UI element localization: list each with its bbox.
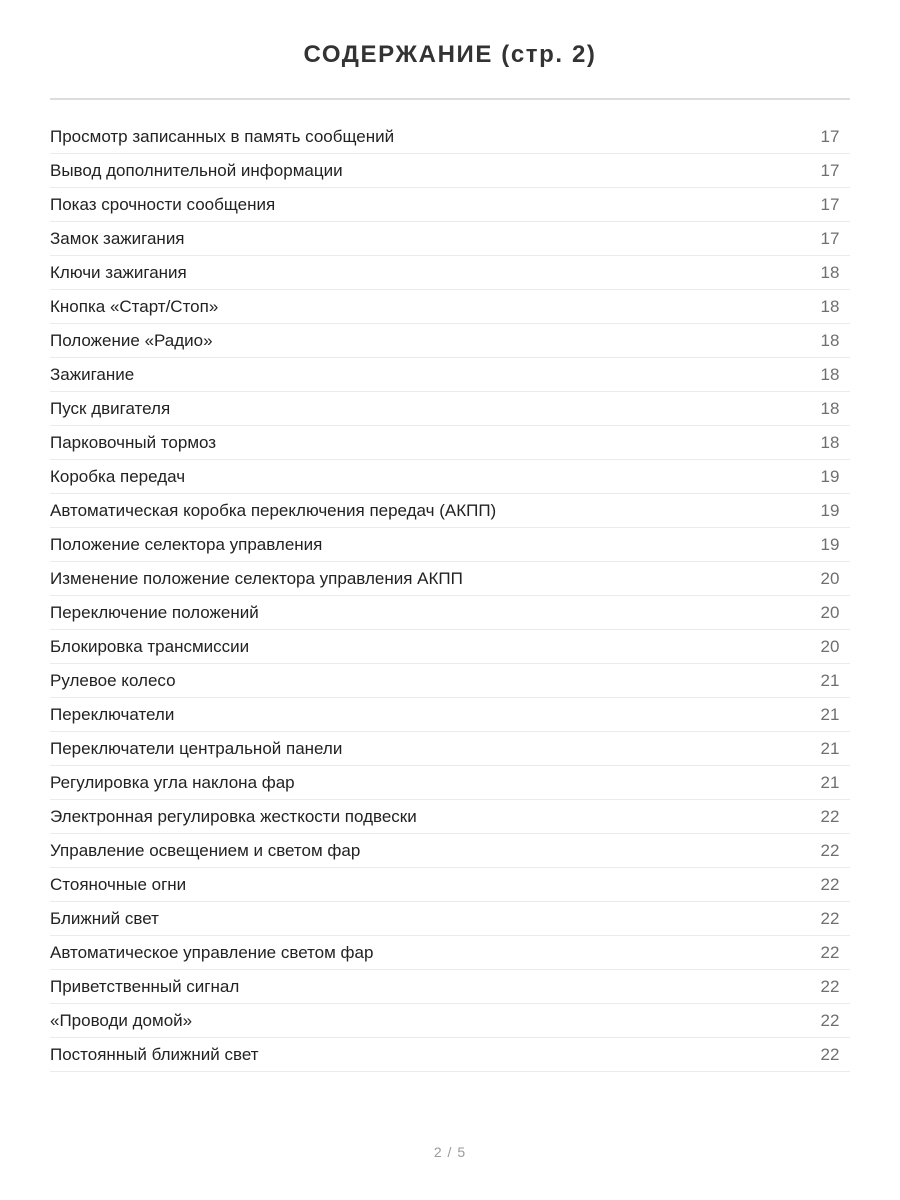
toc-entry[interactable]: [50, 290, 850, 324]
toc-entry-title: Вывод дополнительной информации: [50, 160, 343, 180]
toc-entry-title: Зажигание: [50, 364, 135, 384]
toc-entry-page-number: 22: [820, 976, 840, 996]
toc-entry[interactable]: [50, 834, 850, 868]
toc-entry-title: Замок зажигания: [50, 228, 185, 248]
toc-entry-page-number: 21: [820, 738, 840, 758]
toc-entry-page-number: 19: [820, 466, 840, 486]
toc-entry[interactable]: [50, 358, 850, 392]
toc-entry-title: Коробка передач: [50, 466, 186, 486]
toc-entry-page-number: 22: [820, 942, 840, 962]
toc-entry-page-number: 19: [820, 534, 840, 554]
toc-entry-title: Кнопка «Старт/Стоп»: [50, 296, 219, 316]
toc-entry[interactable]: [50, 800, 850, 834]
toc-entry[interactable]: [50, 426, 850, 460]
page-title: СОДЕРЖАНИЕ (стр. 2): [303, 41, 597, 68]
toc-entry[interactable]: [50, 630, 850, 664]
toc-entry-title: «Проводи домой»: [50, 1010, 193, 1030]
toc-entry-page-number: 17: [820, 160, 840, 180]
toc-entry-title: Изменение положение селектора управления АКПП: [50, 568, 463, 588]
toc-entry[interactable]: [50, 868, 850, 902]
toc-entry[interactable]: [50, 698, 850, 732]
toc-entry-title: Положение селектора управления: [50, 534, 323, 554]
toc-entry-title: Управление освещением и светом фар: [50, 840, 361, 860]
toc-entry-page-number: 22: [820, 908, 840, 928]
toc-entry-title: Автоматическое управление светом фар: [50, 942, 374, 962]
toc-entry-page-number: 17: [820, 228, 840, 248]
toc-entry-page-number: 18: [820, 296, 840, 316]
toc-entry[interactable]: [50, 154, 850, 188]
toc-entry[interactable]: [50, 664, 850, 698]
toc-entry-title: Блокировка трансмиссии: [50, 636, 250, 656]
toc-entry-page-number: 18: [820, 398, 840, 418]
toc-entry-title: Электронная регулировка жесткости подвески: [50, 806, 417, 826]
toc-entry-page-number: 22: [820, 806, 840, 826]
toc-entry-title: Постоянный ближний свет: [50, 1044, 259, 1064]
toc-entry[interactable]: [50, 528, 850, 562]
toc-entry-title: Рулевое колесо: [50, 670, 176, 690]
toc-entry[interactable]: [50, 460, 850, 494]
toc-entry[interactable]: [50, 766, 850, 800]
toc-entry-page-number: 17: [820, 126, 840, 146]
toc-entry-title: Переключение положений: [50, 602, 259, 622]
toc-entry-page-number: 22: [820, 840, 840, 860]
table-of-contents: [50, 120, 850, 1072]
toc-entry[interactable]: [50, 494, 850, 528]
toc-entry-page-number: 18: [820, 262, 840, 282]
toc-entry[interactable]: [50, 596, 850, 630]
toc-entry-page-number: 22: [820, 874, 840, 894]
toc-entry-title: Показ срочности сообщения: [50, 194, 276, 214]
toc-entry[interactable]: [50, 970, 850, 1004]
toc-entry-title: Автоматическая коробка переключения передач (АКПП): [50, 500, 497, 520]
toc-entry-page-number: 20: [820, 602, 840, 622]
toc-entry[interactable]: [50, 222, 850, 256]
toc-entry[interactable]: [50, 120, 850, 154]
toc-entry-page-number: 18: [820, 364, 840, 384]
page-indicator: 2 / 5: [433, 1144, 467, 1160]
toc-entry-page-number: 18: [820, 432, 840, 452]
toc-entry-title: Переключатели центральной панели: [50, 738, 343, 758]
toc-entry[interactable]: [50, 188, 850, 222]
title-divider: [50, 98, 850, 100]
toc-entry-page-number: 22: [820, 1010, 840, 1030]
toc-entry-title: Положение «Радио»: [50, 330, 213, 350]
toc-entry-page-number: 18: [820, 330, 840, 350]
toc-entry-page-number: 19: [820, 500, 840, 520]
toc-entry-page-number: 21: [820, 704, 840, 724]
toc-entry[interactable]: [50, 902, 850, 936]
toc-entry[interactable]: [50, 392, 850, 426]
toc-entry-page-number: 21: [820, 670, 840, 690]
toc-entry-title: Приветственный сигнал: [50, 976, 240, 996]
toc-entry-title: Ближний свет: [50, 908, 159, 928]
toc-entry-page-number: 22: [820, 1044, 840, 1064]
toc-entry-page-number: 20: [820, 636, 840, 656]
toc-entry-page-number: 21: [820, 772, 840, 792]
toc-entry[interactable]: [50, 562, 850, 596]
toc-entry-title: Переключатели: [50, 704, 175, 724]
toc-entry-title: Парковочный тормоз: [50, 432, 217, 452]
toc-entry[interactable]: [50, 936, 850, 970]
toc-entry[interactable]: [50, 1004, 850, 1038]
toc-entry[interactable]: [50, 732, 850, 766]
toc-entry-title: Регулировка угла наклона фар: [50, 772, 295, 792]
toc-entry-page-number: 17: [820, 194, 840, 214]
toc-entry-page-number: 20: [820, 568, 840, 588]
toc-entry[interactable]: [50, 1038, 850, 1072]
toc-entry-title: Просмотр записанных в память сообщений: [50, 126, 395, 146]
toc-entry-title: Ключи зажигания: [50, 262, 187, 282]
toc-entry-title: Стояночные огни: [50, 874, 187, 894]
toc-entry[interactable]: [50, 324, 850, 358]
toc-entry[interactable]: [50, 256, 850, 290]
toc-entry-title: Пуск двигателя: [50, 398, 171, 418]
